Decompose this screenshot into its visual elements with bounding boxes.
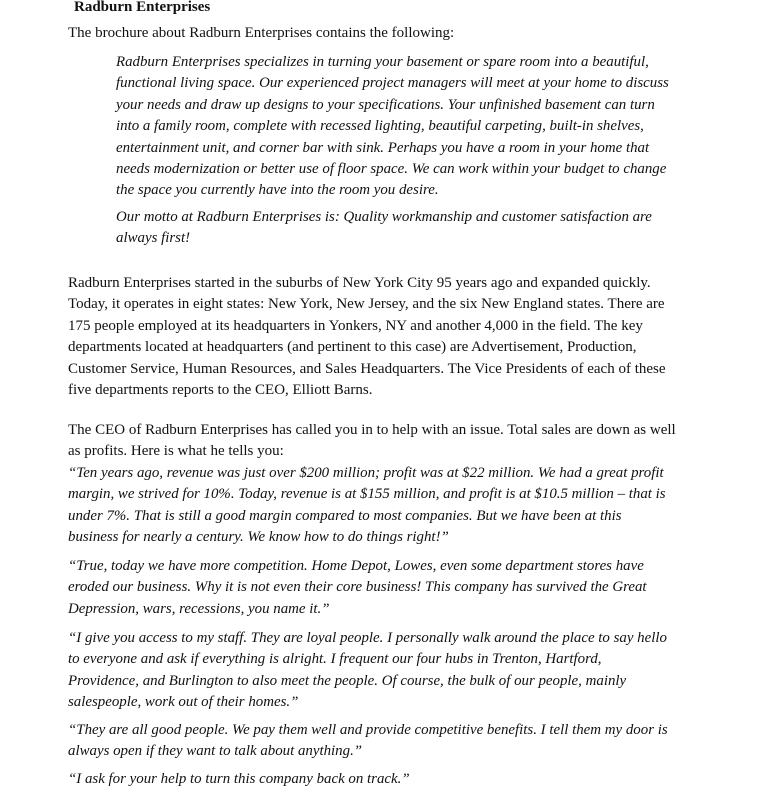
text-line: Radburn Enterprises specializes in turning your basement or spare room into a beautiful, (116, 54, 649, 70)
text-line: “I give you access to my staff. They are loyal people. I personally walk around the place to say hello (68, 630, 667, 646)
text-line: “I ask for your help to turn this company back on track.” (68, 771, 410, 787)
text-line: Today, it operates in eight states: New York, New Jersey, and the six New England states. There are (68, 296, 665, 313)
text-line: as profits. Here is what he tells you: (68, 443, 284, 460)
text-line: departments located at headquarters (and pertinent to this case) are Advertisement, Production, (68, 339, 637, 356)
text-line: always open if they want to talk about anything.” (68, 743, 363, 760)
ceo-intro-paragraph (68, 420, 728, 463)
ceo-quote-good-people (68, 720, 728, 763)
ceo-quote-staff-access (68, 628, 728, 714)
text-line: The CEO of Radburn Enterprises has called you in to help with an issue. Total sales are down as well (68, 422, 676, 438)
ceo-quote-revenue (68, 463, 728, 549)
text-line: 175 people employed at its headquarters in Yonkers, NY and another 4,000 in the field. The key (68, 317, 643, 334)
text-line: Customer Service, Human Resources, and Sales Headquarters. The Vice Presidents of each of these (68, 360, 666, 377)
text-line: into a family room, complete with recessed lighting, beautiful carpeting, built-in shelves, (116, 118, 644, 135)
text-line: to everyone and ask if everything is alright. I frequent our four hubs in Trenton, Hartford, (68, 651, 602, 668)
intro-sentence: The brochure about Radburn Enterprises contains the following: (68, 25, 455, 41)
ceo-quote-request-help (68, 769, 728, 790)
text-line: functional living space. Our experienced project managers will meet at your home to discuss (116, 75, 669, 92)
ceo-quote-competition (68, 556, 728, 620)
text-line: eroded our business. Why it is not even their core business! This company has survived the Great (68, 579, 647, 596)
text-line: entertainment unit, and corner bar with sink. Perhaps you have a room in your home that (116, 139, 650, 156)
text-line: Depression, wars, recessions, you name it.” (68, 600, 330, 617)
text-line: Providence, and Burlington to also meet the people. Of course, the bulk of our people, mainly (68, 672, 627, 689)
brochure-paragraph-2 (116, 207, 696, 250)
text-line: salespeople, work out of their homes.” (68, 694, 299, 711)
brochure-paragraph-1 (116, 52, 696, 202)
text-line: under 7%. That is still a good margin compared to most companies. But we have been at this (68, 507, 622, 524)
text-line: always first! (116, 230, 191, 247)
text-line: margin, we strived for 10%. Today, revenue is at $155 million, and profit is at $10.5 million – that is (68, 486, 666, 503)
company-paragraph (68, 273, 728, 401)
text-line: “True, today we have more competition. Home Depot, Lowes, even some department stores have (68, 558, 644, 574)
text-line: five departments reports to the CEO, Elliott Barns. (68, 382, 373, 399)
text-line: Our motto at Radburn Enterprises is: Quality workmanship and customer satisfaction are (116, 209, 652, 225)
text-line: the space you currently have into the room you desire. (116, 182, 439, 199)
text-line: your needs and draw up designs to your specifications. Your unfinished basement can turn (116, 96, 655, 113)
text-line: business for nearly a century. We know how to do things right!” (68, 529, 449, 546)
text-line: needs modernization or better use of floor space. We can work within your budget to change (116, 161, 667, 178)
text-line: Radburn Enterprises started in the suburbs of New York City 95 years ago and expanded quickly. (68, 275, 651, 291)
text-line: “Ten years ago, revenue was just over $200 million; profit was at $22 million. We had a great profit (68, 465, 664, 481)
document-title: Radburn Enterprises (74, 0, 211, 15)
text-line: “They are all good people. We pay them well and provide competitive benefits. I tell them my door is (68, 722, 668, 738)
